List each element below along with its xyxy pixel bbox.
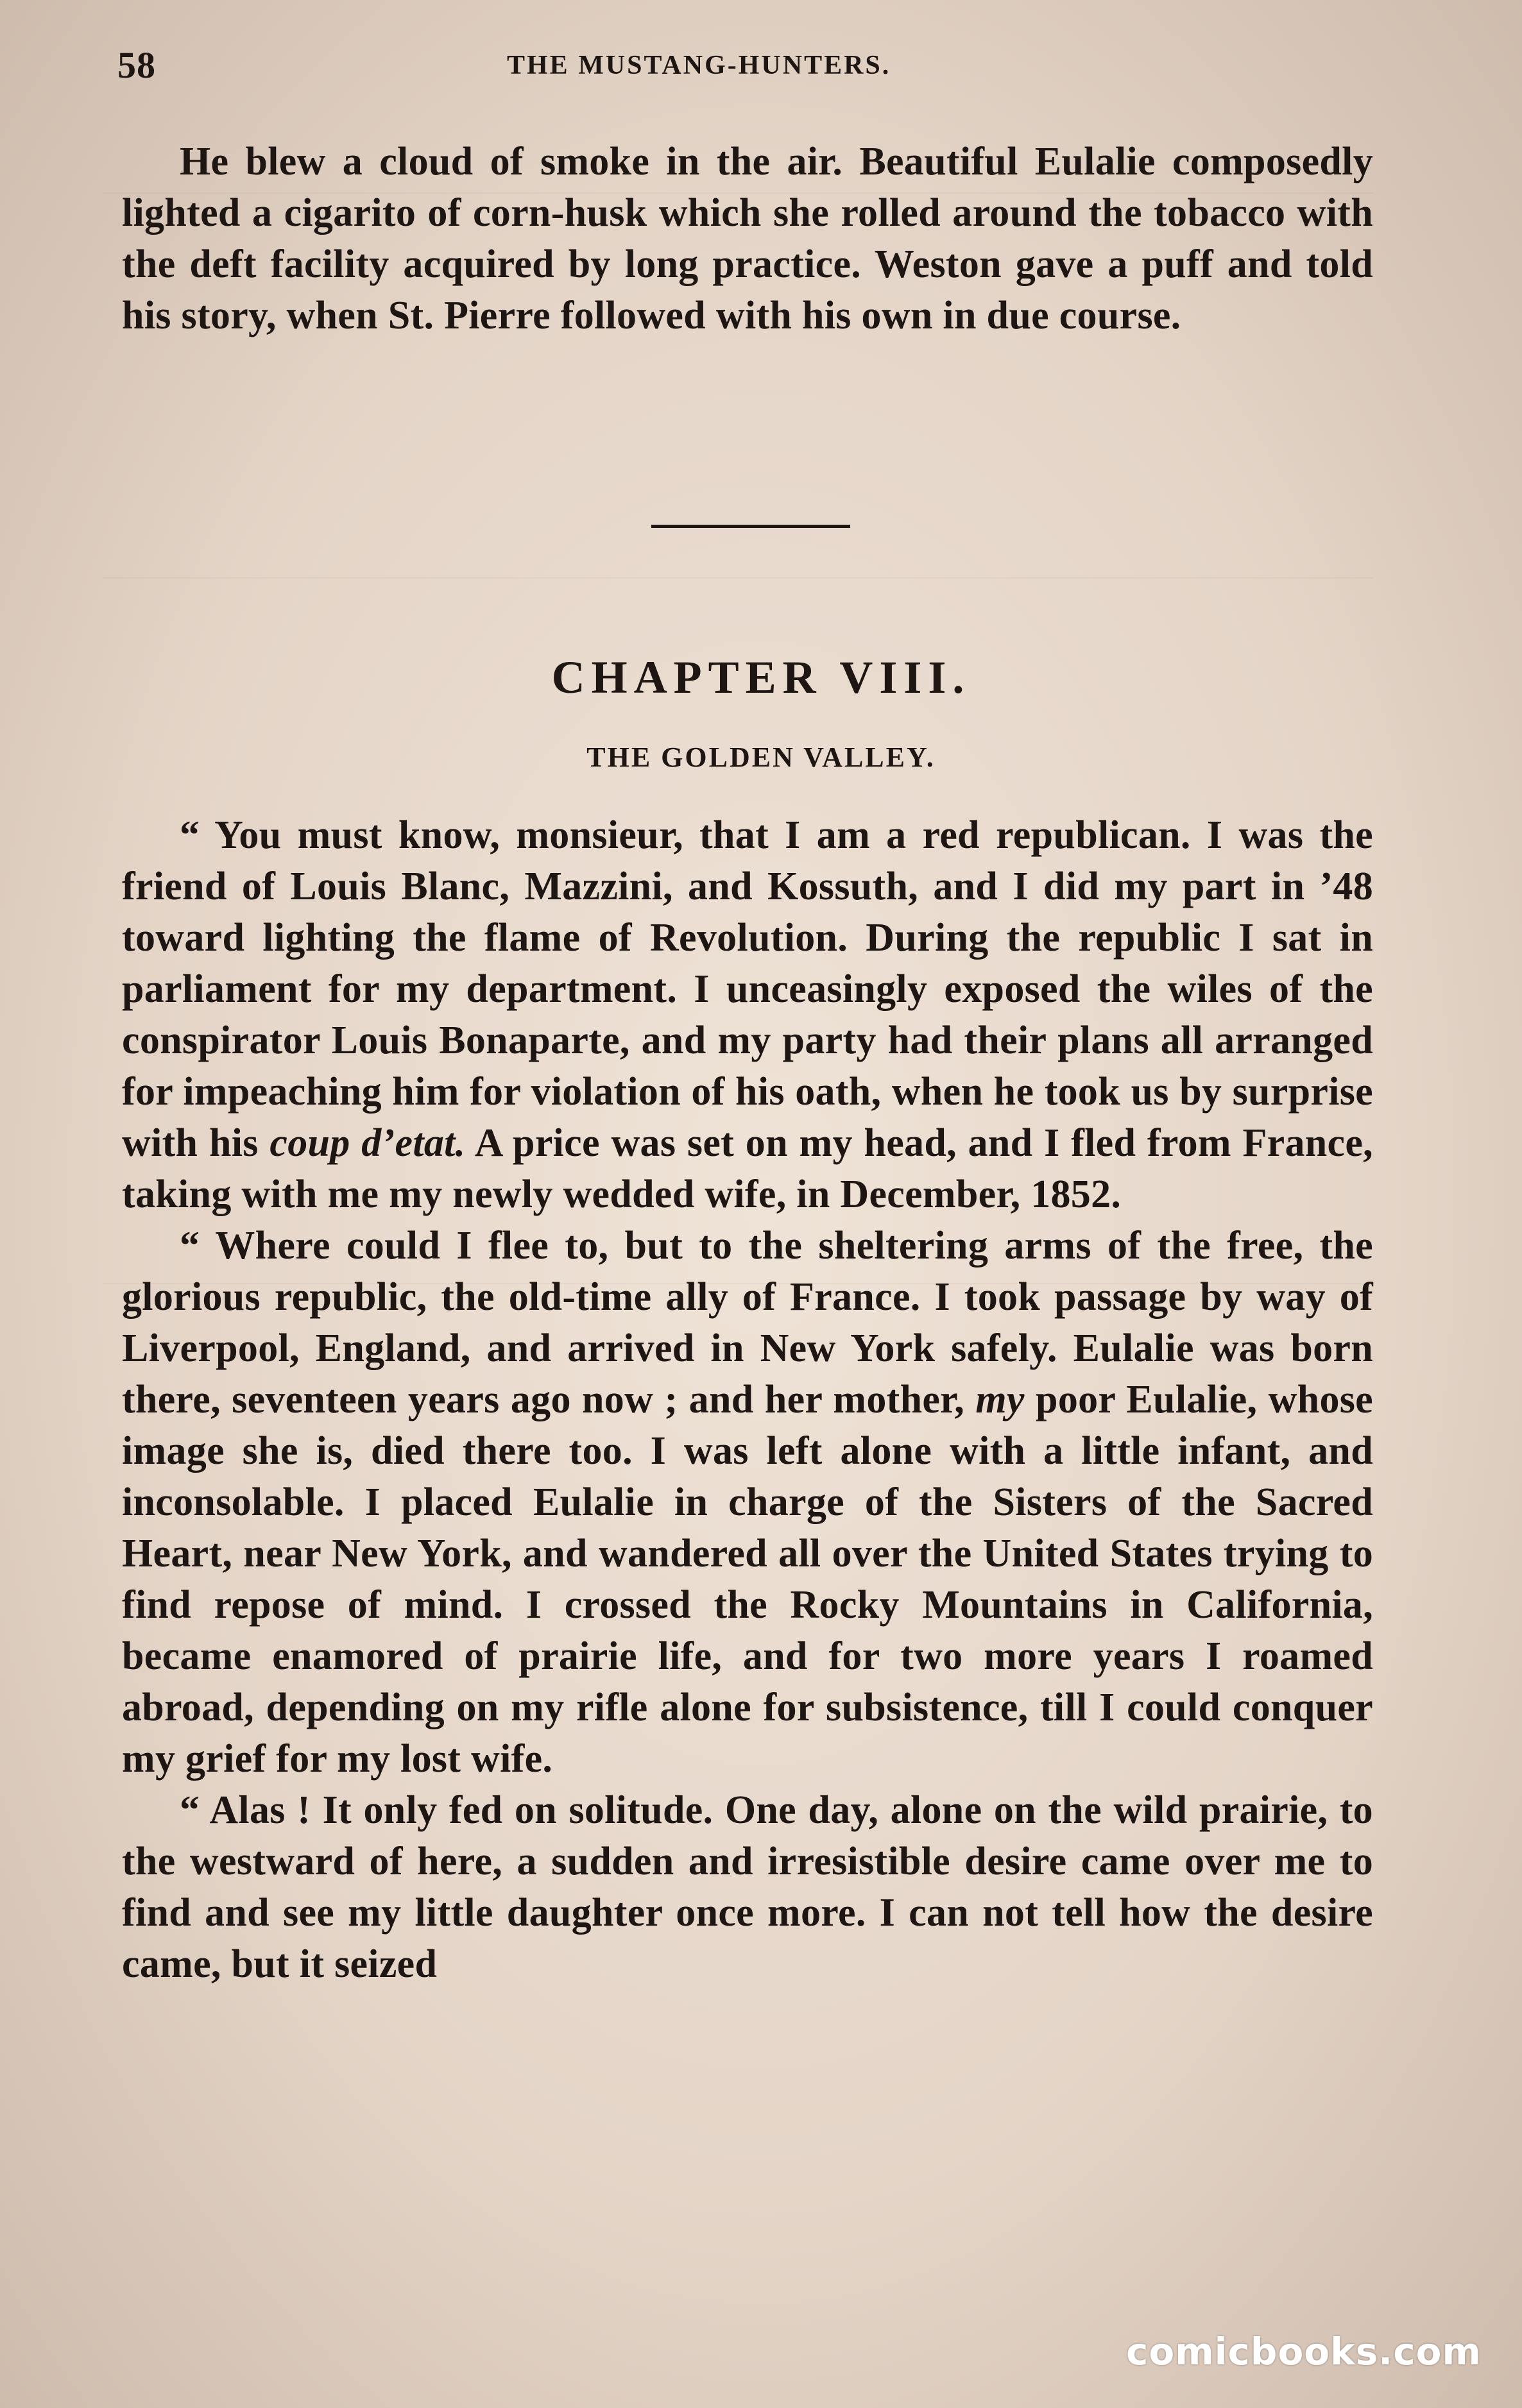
intro-section	[122, 136, 1373, 341]
watermark-text: comicbooks.com	[1126, 2330, 1482, 2373]
body-text: “ Where could I flee to, but to the sheltering arms of the free, the glorious republic, the old-time ally of France. I took passage by way of Liverpool, England, and arrived in New York safely. Eulalie was born there, seventeen years ago now ; and her mother,	[122, 1224, 1373, 1421]
running-head: THE MUSTANG-HUNTERS.	[507, 51, 891, 80]
body-text: “ You must know, monsieur, that I am a red republican. I was the friend of Louis Blanc, Mazzini, and Kossuth, and I did my part in ’48 toward lighting the flame of Revolution. During the republic I sat in parliament for my department. I unceasingly exposed the wiles of the conspirator Louis Bonaparte, and my party had their plans all arranged for impeaching him for violation of his oath, when he took us by surprise with his	[122, 813, 1373, 1165]
body-paragraph-2	[122, 1220, 1373, 1785]
page-number: 58	[117, 44, 156, 86]
body-text: A price was set on my head, and I fled from France, taking with me my newly wedded wife, in December, 1852.	[122, 1121, 1373, 1216]
chapter-subtitle: THE GOLDEN VALLEY.	[586, 742, 936, 773]
chapter-body	[122, 810, 1373, 1990]
body-paragraph-3: “ Alas ! It only fed on solitude. One day, alone on the wild prairie, to the westward of here, a sudden and irresistible desire came over me to find and see my little daughter once more. I can not tell how the desire came, but it seized	[122, 1788, 1373, 1986]
body-paragraph-1	[122, 810, 1373, 1220]
italic-phrase: my	[975, 1378, 1025, 1421]
section-divider	[651, 525, 850, 528]
body-text: poor Eulalie, whose image she is, died there too. I was left alone with a little infant, and inconsolable. I placed Eulalie in charge of the Sisters of the Sacred Heart, near New York, and wandered all over the United States trying to find repose of mind. I crossed the Rocky Mountains in California, became enamored of prairie life, and for two more years I roamed abroad, depending on my rifle alone for subsistence, till I could conquer my grief for my lost wife.	[122, 1378, 1373, 1781]
show-through-line	[103, 577, 1373, 579]
italic-phrase: coup d’etat.	[269, 1121, 466, 1165]
intro-paragraph: He blew a cloud of smoke in the air. Beautiful Eulalie composedly lighted a cigarito of corn-husk which she rolled around the tobacco with the deft facility acquired by long practice. Weston gave a puff and told his story, when St. Pierre followed with his own in due course.	[122, 140, 1373, 337]
page-header	[0, 38, 1522, 90]
chapter-title: CHAPTER VIII.	[551, 652, 971, 703]
